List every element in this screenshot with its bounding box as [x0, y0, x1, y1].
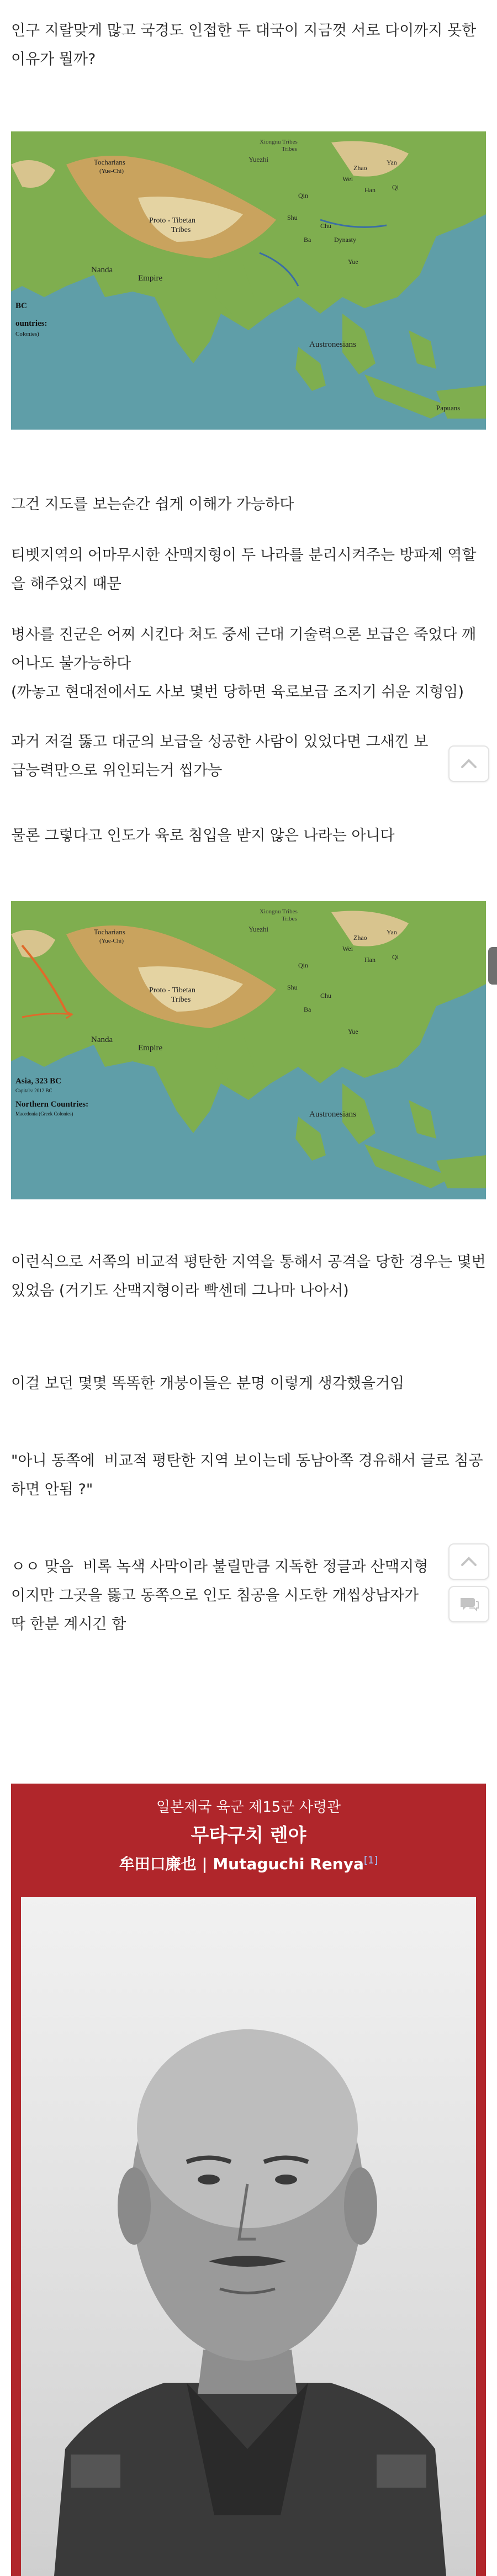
map1-label-9: Chu	[320, 222, 332, 230]
map1-label-4: (Yue-Chi)	[99, 168, 124, 174]
map1-label-22: BC	[15, 301, 27, 310]
poster-name-jp: 牟田口廉也 | Mutaguchi Renya	[119, 1855, 364, 1873]
map2-label-18: Yue	[348, 1028, 358, 1035]
poster-name-jp-line	[11, 1852, 486, 1874]
post-tibet: 티벳지역의 어마무시한 산맥지형이 두 나라를 분리시켜주는 방파제 역할을 해주었지 때문	[11, 547, 477, 593]
map1-label-14: Yan	[387, 158, 397, 166]
map1-label-13: Zhao	[353, 164, 367, 172]
map2-label-14: Yan	[387, 928, 397, 936]
map2-label-17: Ba	[304, 1006, 311, 1013]
map2-label-19: Austronesians	[309, 1110, 356, 1119]
poster-subtitle: 일본제국 육군 제15군 사령관	[156, 1799, 341, 1816]
asia-map-1	[11, 131, 486, 430]
map2-label-12: Han	[364, 956, 376, 964]
comment-button[interactable]	[448, 1586, 489, 1622]
scrollbar-handle[interactable]	[488, 947, 497, 985]
poster-name-ko: 무타구치 렌야	[191, 1824, 306, 1847]
map2-label-8: Empire	[138, 1044, 163, 1052]
map1-label-18: Ba	[304, 236, 311, 244]
map2-label-21: Capitals: 2012 BC	[15, 1088, 52, 1093]
map1-label-21: Papuans	[436, 404, 461, 412]
map2-label-6: Tribes	[171, 996, 191, 1004]
map1-label-19: Yue	[348, 258, 358, 266]
asia-map-2	[11, 901, 486, 1199]
map1-label-17: Dynasty	[334, 236, 356, 244]
chevron-up-icon	[460, 757, 478, 770]
map2-label-16: Shu	[287, 983, 298, 991]
post-smart: 이걸 보던 몇몇 똑똑한 개붕이들은 분명 이렇게 생각했을거임	[11, 1375, 405, 1392]
map2-label-4: (Yue-Chi)	[99, 938, 124, 944]
post-intro: 인구 지랄맞게 많고 국경도 인접한 두 대국이 지금껏 서로 다이까지 못한 이유가 뭘까?	[11, 22, 481, 68]
mutaguchi-poster	[11, 1784, 486, 2576]
chevron-up-icon	[460, 1555, 478, 1568]
map1-label-16: Shu	[287, 214, 298, 221]
poster-ref-link[interactable]: [1]	[363, 1854, 378, 1866]
map2-label-22: Northern Countries:	[15, 1100, 89, 1109]
map2-label-11: Wei	[342, 945, 353, 953]
map1-label-5: Proto - Tibetan	[149, 216, 196, 225]
map2-label-10: Qin	[298, 961, 308, 969]
post-past: 과거 저걸 뚫고 대군의 보급을 성공한 사람이 있었다면 그새낀 보급능력만으로 위인되는거 씹가능	[11, 733, 429, 779]
post-quote: "아니 동쪽에 비교적 평탄한 지역 보이는데 동남아쪽 경유해서 글로 침공하면 안됨 ?"	[11, 1452, 483, 1498]
map2-label-0: Xiongnu Tribes	[260, 908, 298, 915]
map1-label-11: Wei	[342, 175, 353, 183]
map1-label-20: Austronesians	[309, 340, 356, 349]
map2-label-20: Asia, 323 BC	[15, 1077, 61, 1086]
map1-label-7: Nanda	[91, 266, 113, 274]
map2-label-15: Qi	[392, 953, 399, 961]
map2-label-2: Yuezhi	[248, 925, 269, 933]
map1-label-0: Xiongnu Tribes	[260, 139, 298, 145]
map1-label-23: ountries:	[15, 319, 47, 328]
map2-label-5: Proto - Tibetan	[149, 986, 196, 995]
map2-label-3: Tocharians	[94, 928, 125, 936]
portrait-image	[21, 1897, 476, 2576]
map1-label-6: Tribes	[171, 226, 191, 234]
map2-label-23: Macedonia (Greek Colonies)	[15, 1111, 73, 1117]
post-not-safe: 물론 그렇다고 인도가 육로 침입을 받지 않은 나라는 아니다	[11, 827, 395, 844]
map2-label-9: Chu	[320, 992, 332, 999]
map2-label-1: Tribes	[282, 916, 297, 922]
asia-map-2-image	[11, 901, 486, 1199]
map1-label-8: Empire	[138, 274, 163, 283]
map1-label-15: Qi	[392, 183, 399, 191]
post-map-explain: 그건 지도를 보는순간 쉽게 이해가 가능하다	[11, 496, 294, 513]
map1-label-24: Colonies)	[15, 331, 39, 337]
scroll-top-button-2[interactable]	[448, 1543, 489, 1580]
post-army: 병사를 진군은 어찌 시킨다 쳐도 중세 근대 기술력으론 보급은 죽었다 깨어나도 불가능하다 (까놓고 현대전에서도 사보 몇번 당하면 육로보급 조지기 쉬운 지형임)	[11, 626, 477, 701]
map2-label-13: Zhao	[353, 934, 367, 941]
map1-label-2: Yuezhi	[248, 155, 269, 163]
map1-label-1: Tribes	[282, 146, 297, 152]
post-west: 이런식으로 서쪽의 비교적 평탄한 지역을 통해서 공격을 당한 경우는 몇번 있었음 (거기도 산맥지형이라 빡센데 그나마 나아서)	[11, 1253, 491, 1299]
map1-label-10: Qin	[298, 192, 308, 199]
comment-icon	[458, 1596, 479, 1612]
portrait-photo	[21, 1897, 476, 2576]
map1-label-12: Han	[364, 186, 376, 194]
asia-map-1-image	[11, 131, 486, 430]
map2-label-7: Nanda	[91, 1035, 113, 1044]
map1-label-3: Tocharians	[94, 158, 125, 166]
scroll-top-button[interactable]	[448, 745, 489, 782]
post-answer: ㅇㅇ 맞음 비록 녹색 사막이라 불릴만큼 지독한 정글과 산맥지형이지만 그곳을 뚫고 동쪽으로 인도 침공을 시도한 개씹상남자가 딱 한분 계시긴 함	[11, 1558, 429, 1633]
